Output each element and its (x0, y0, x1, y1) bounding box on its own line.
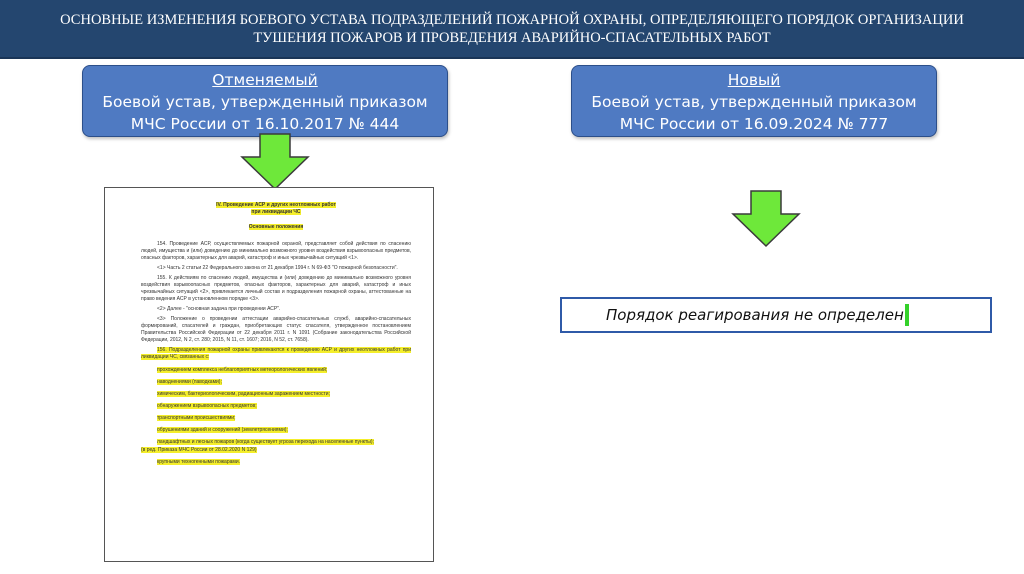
new-regulation-box (571, 65, 937, 137)
result-text: Порядок реагирования не определен (606, 306, 904, 324)
doc-subtitle: Основные положения (248, 224, 304, 230)
result-text-box (560, 297, 992, 333)
list-item: обнаружением взрывоопасных предметов; (157, 403, 257, 409)
new-regulation-line1: Боевой устав, утвержденный приказом (591, 93, 917, 111)
doc-footnote-3: <3> Положение о проведении аттестации аварийно-спасательных служб, аварийно-спасательных формирований, спасателей и граждан, приобретающих статус спасателя, утвержденное постановлением Правительства Российской Федерации от 22 декабря 2011 г. N 1091 (Собрание законодательства Российской Федерации, 2012, N 2, ст. 280; 2015, N 11, ст. 1607; 2016, N 52, ст. 7658). (141, 316, 411, 343)
list-item: наводнениями (паводками); (157, 379, 222, 385)
text-cursor (905, 304, 909, 326)
page-title: ОСНОВНЫЕ ИЗМЕНЕНИЯ БОЕВОГО УСТАВА ПОДРАЗДЕЛЕНИЙ ПОЖАРНОЙ ОХРАНЫ, ОПРЕДЕЛЯЮЩЕГО ПОРЯДОК ОРГАНИЗАЦИИ ТУШЕНИЯ ПОЖАРОВ И ПРОВЕДЕНИЯ АВАРИЙНО-СПАСАТЕЛЬНЫХ РАБОТ (60, 11, 964, 46)
arrow-down-icon (240, 133, 310, 191)
list-item: прохождением комплекса неблагоприятных метеорологических явлений; (157, 367, 328, 373)
list-item: (в ред. Приказа МЧС России от 28.02.2020 N 129) (141, 447, 257, 453)
doc-footnote-2: <2> Далее - "основная задача при проведении АСР". (157, 306, 281, 312)
title-banner (0, 0, 1024, 59)
old-regulation-heading: Отменяемый (212, 71, 318, 89)
list-item: ландшафтных и лесных пожаров (когда существует угроза перехода на населенные пункты); (157, 439, 374, 445)
arrow-down-icon (731, 190, 801, 248)
doc-paragraph-155: 155. К действиям по спасению людей, имущества и (или) доведению до минимально возможного уровня воздействия взрывоопасных предметов, опасных факторов, характерных для аварий, катастроф и иных чрезвычайных ситуаций <2>, привлекается личный состав и подразделения пожарной охраны, аттестованные на право ведения АСР в установленном порядке <3>. (141, 275, 411, 302)
doc-title-line2: при ликвидации ЧС (251, 209, 301, 215)
list-item: химическим, бактериологическим, радиационным заражением местности; (157, 391, 330, 397)
doc-title-line1: IV. Проведение АСР и других неотложных работ (216, 202, 336, 208)
old-regulation-box (82, 65, 448, 137)
doc-paragraph-154: 154. Проведение АСР, осуществляемых пожарной охраной, представляет собой действия по спасению людей, имущества и (или) доведению до минимально возможного уровня воздействия взрывоопасных предметов, опасных факторов, характерных для аварий, катастроф и иных чрезвычайных ситуаций <1>. (141, 241, 411, 261)
new-regulation-heading: Новый (727, 71, 781, 89)
list-item: обрушениями зданий и сооружений (землетрясениями); (157, 427, 288, 433)
old-regulation-line1: Боевой устав, утвержденный приказом (102, 93, 428, 111)
old-regulation-line2: МЧС России от 16.10.2017 № 444 (130, 115, 400, 133)
doc-paragraph-156: 156. Подразделения пожарной охраны привлекаются к проведению АСР и других неотложных работ при ликвидации ЧС, связанных с: (141, 347, 411, 360)
list-item: транспортными происшествиями; (157, 415, 236, 421)
new-regulation-line2: МЧС России от 16.09.2024 № 777 (619, 115, 889, 133)
doc-footnote-1: <1> Часть 2 статьи 22 Федерального закона от 21 декабря 1994 г. N 69-ФЗ "О пожарной безопасности". (157, 265, 398, 271)
list-item: крупными техногенными пожарами. (157, 459, 241, 465)
regulation-document-excerpt (104, 187, 434, 562)
